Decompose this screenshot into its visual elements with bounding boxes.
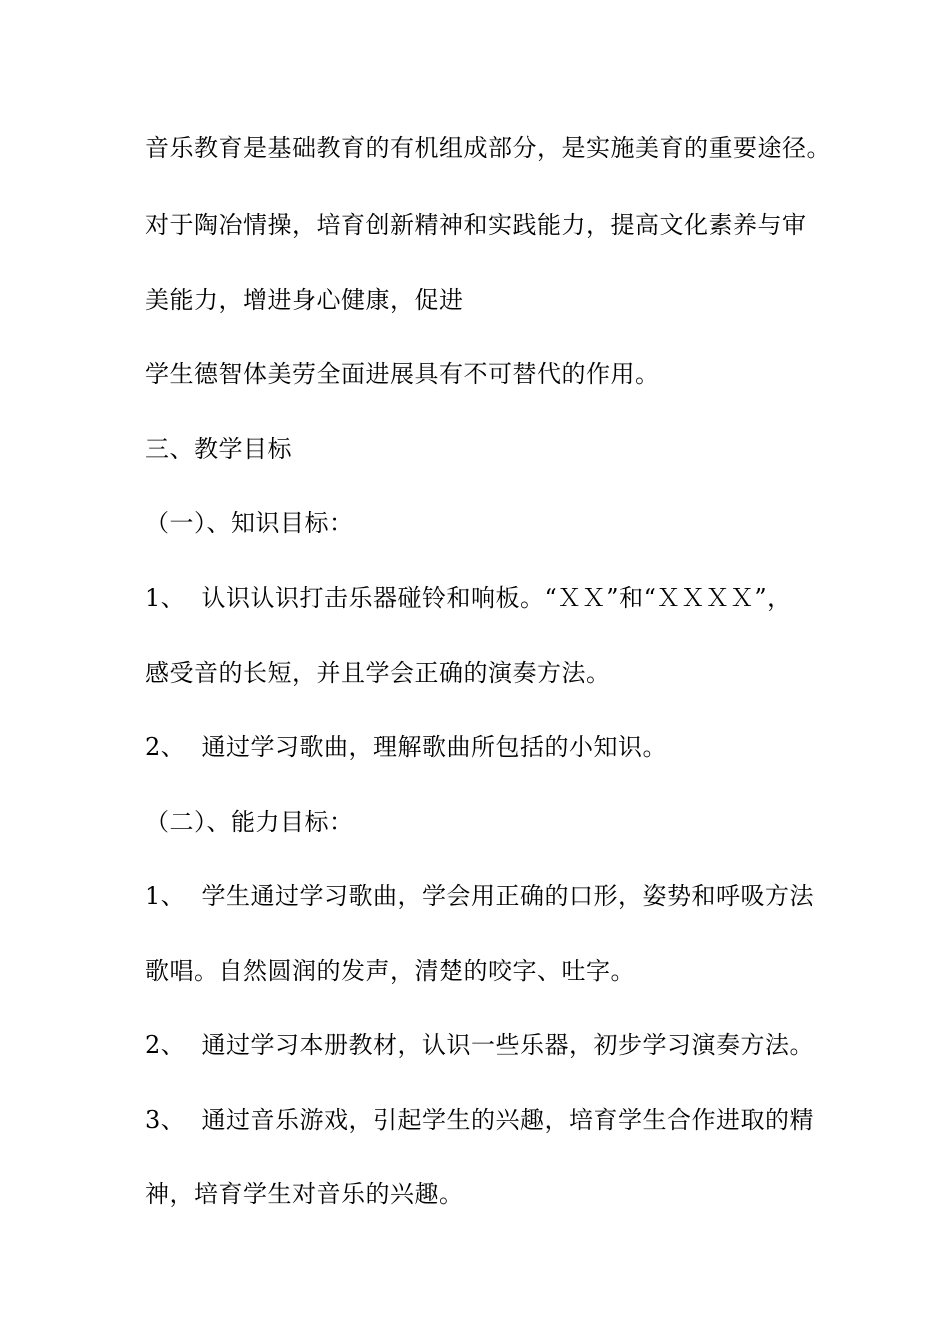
paragraph-line: 对于陶冶情操，培育创新精神和实践能力，提高文化素养与审: [145, 211, 807, 239]
paragraph-line: 感受音的长短，并且学会正确的演奏方法。: [145, 659, 611, 687]
list-item: 1、 认识认识打击乐器碰铃和响板。“ＸＸ”和“ＸＸＸＸ”，: [145, 584, 792, 612]
paragraph-line: 学生德智体美劳全面进展具有不可替代的作用。: [145, 360, 660, 388]
paragraph-line: 音乐教育是基础教育的有机组成部分，是实施美育的重要途径。: [145, 134, 831, 162]
section-heading: 三、教学目标: [145, 435, 292, 463]
list-item: 3、 通过音乐游戏，引起学生的兴趣，培育学生合作进取的精: [145, 1106, 815, 1134]
subsection-heading: （二）、能力目标：: [145, 808, 354, 836]
list-item: 1、 学生通过学习歌曲，学会用正确的口形，姿势和呼吸方法: [145, 882, 815, 910]
list-item: 2、 通过学习本册教材，认识一些乐器，初步学习演奏方法。: [145, 1031, 815, 1059]
paragraph-line: 歌唱。自然圆润的发声，清楚的咬字、吐字。: [145, 957, 635, 985]
paragraph-line: 神，培育学生对音乐的兴趣。: [145, 1180, 464, 1208]
list-item: 2、 通过学习歌曲，理解歌曲所包括的小知识。: [145, 733, 668, 761]
subsection-heading: （一）、知识目标：: [145, 509, 354, 537]
paragraph-line: 美能力，增进身心健康，促进: [145, 286, 464, 314]
